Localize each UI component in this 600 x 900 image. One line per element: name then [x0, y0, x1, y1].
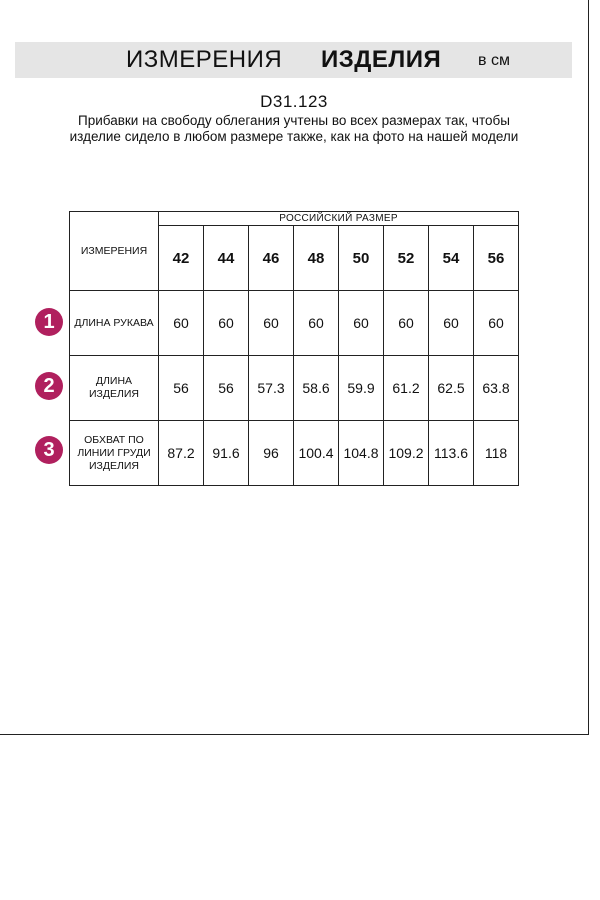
value-cell: 60 — [249, 291, 294, 356]
measurements-header: ИЗМЕРЕНИЯ — [70, 212, 159, 291]
value-cell: 60 — [474, 291, 519, 356]
value-cell: 100.4 — [294, 421, 339, 486]
russian-size-header: РОССИЙСКИЙ РАЗМЕР — [159, 212, 519, 226]
row-label-item-length-text: ДЛИНА ИЗДЕЛИЯ — [88, 375, 140, 400]
value-cell: 109.2 — [384, 421, 429, 486]
value-cell: 91.6 — [204, 421, 249, 486]
value-cell: 104.8 — [339, 421, 384, 486]
value-cell: 96 — [249, 421, 294, 486]
size-cell: 52 — [384, 226, 429, 291]
value-cell: 60 — [384, 291, 429, 356]
value-cell: 87.2 — [159, 421, 204, 486]
badge-2: 2 — [35, 372, 63, 400]
size-cell: 46 — [249, 226, 294, 291]
table-row — [70, 356, 519, 421]
table-row — [70, 291, 519, 356]
value-cell: 59.9 — [339, 356, 384, 421]
header-bar — [15, 42, 572, 78]
size-cell: 54 — [429, 226, 474, 291]
title-item: ИЗДЕЛИЯ — [321, 46, 442, 73]
size-cell: 50 — [339, 226, 384, 291]
value-cell: 61.2 — [384, 356, 429, 421]
value-cell: 113.6 — [429, 421, 474, 486]
value-cell: 58.6 — [294, 356, 339, 421]
value-cell: 60 — [339, 291, 384, 356]
value-cell: 56 — [204, 356, 249, 421]
value-cell: 56 — [159, 356, 204, 421]
value-cell: 60 — [429, 291, 474, 356]
row-label-chest-girth-text: ОБХВАТ ПО ЛИНИИ ГРУДИ ИЗДЕЛИЯ — [77, 433, 151, 472]
size-cell: 44 — [204, 226, 249, 291]
row-label-sleeve-length: ДЛИНА РУКАВА — [70, 291, 159, 356]
size-table — [69, 211, 519, 486]
value-cell: 57.3 — [249, 356, 294, 421]
row-label-item-length — [70, 356, 159, 421]
value-cell: 60 — [159, 291, 204, 356]
size-cell: 42 — [159, 226, 204, 291]
badge-3: 3 — [35, 436, 63, 464]
unit-label: в см — [478, 52, 510, 69]
value-cell: 118 — [474, 421, 519, 486]
table-row — [70, 421, 519, 486]
fit-note: Прибавки на свободу облегания учтены во всех размерах так, чтобы изделие сидело в любом размере также, как на фото на нашей модели — [69, 113, 519, 144]
value-cell: 62.5 — [429, 356, 474, 421]
badge-1: 1 — [35, 308, 63, 336]
article-number: D31.123 — [260, 92, 328, 111]
value-cell: 60 — [294, 291, 339, 356]
size-cell: 48 — [294, 226, 339, 291]
value-cell: 60 — [204, 291, 249, 356]
title-measurements: ИЗМЕРЕНИЯ — [126, 46, 283, 73]
value-cell: 63.8 — [474, 356, 519, 421]
row-label-chest-girth — [70, 421, 159, 486]
size-cell: 56 — [474, 226, 519, 291]
